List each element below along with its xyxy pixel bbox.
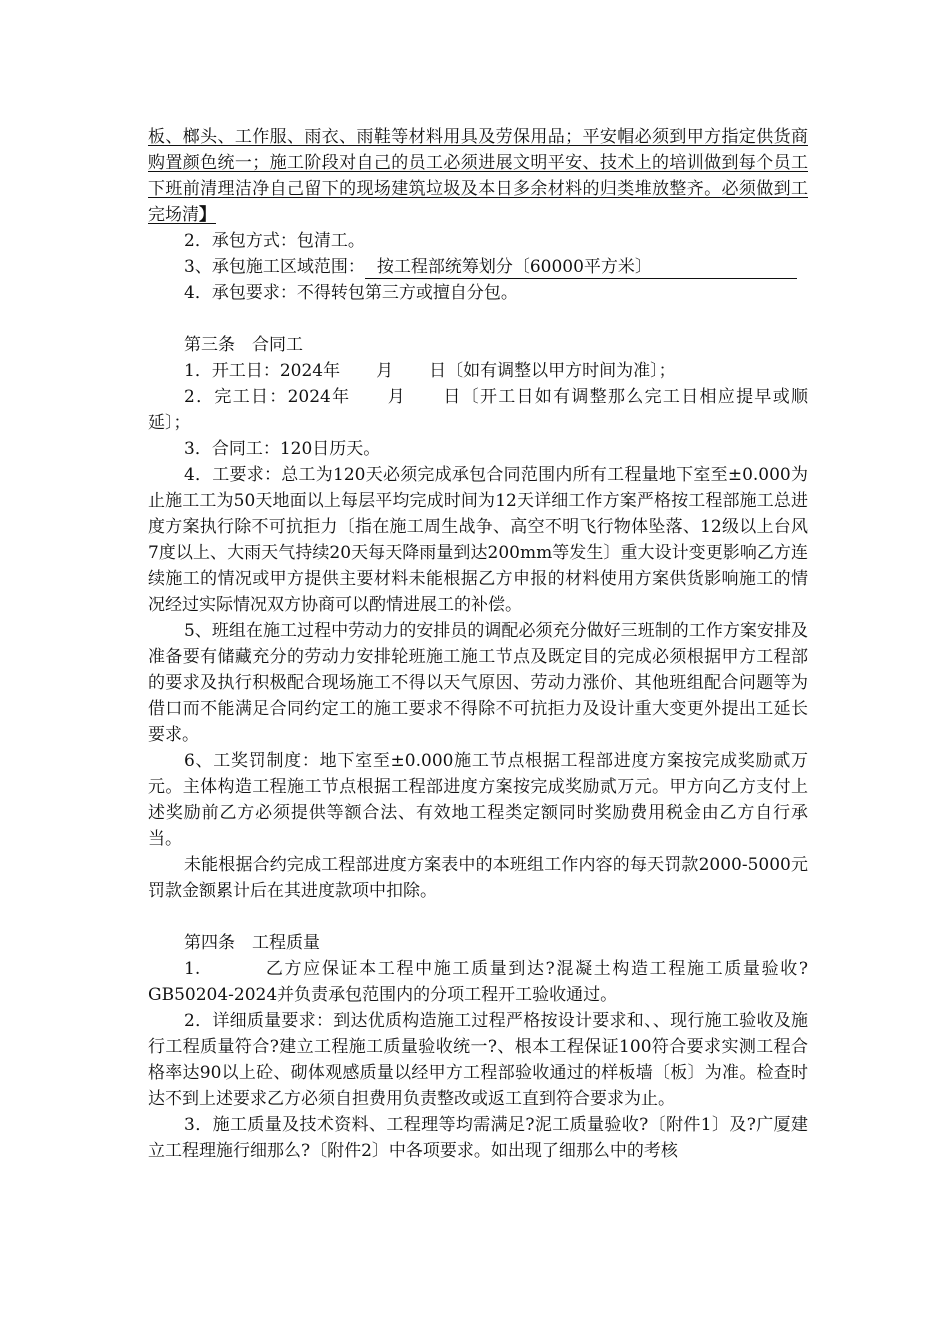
article4-item2: 2．详细质量要求：到达优质构造施工过程严格按设计要求和、、现行施工验收及施行工程质量符合?建立工程施工质量验收统一?、根本工程保证100符合要求实测工程合格率达90以上砼、砌体观感质量以经甲方工程部验收通过的样板墙〔板〕为准。检查时达不到上述要求乙方必须自担费用负责整改或返工直到符合要求为止。	[148, 1011, 808, 1109]
article3-penalty: 未能根据合约完成工程部进度方案表中的本班组工作内容的每天罚款2000-5000元罚款金额累计后在其进度款项中扣除。	[148, 855, 808, 901]
article3-item1-start: 1．开工日：2024年	[184, 361, 341, 381]
spacer	[148, 306, 808, 332]
article3-item3: 3．合同工：120日历天。	[184, 439, 381, 459]
document-page	[148, 124, 808, 1164]
article4-item1	[148, 956, 808, 1008]
article3-item4: 4．工要求：总工为120天必须完成承包合同范围内所有工程量地下室至±0.000为止施工工为50天地面以上每层平均完成时间为12天详细工作方案严格按工程部施工总进度方案执行除不可抗拒力〔指在施工周生战争、高空不明飞行物体坠落、12级以上台风7度以上、大雨天气持续20天每天降雨量到达200mm等发生〕重大设计变更影响乙方连续施工的情况或甲方提供主要材料未能根据乙方申报的材料使用方案供货影响施工的情况经过实际情况双方协商可以酌情进展工的补偿。	[148, 465, 808, 615]
article3-item1-month: 月	[376, 361, 394, 381]
article3-item2-start: 2．完工日：2024年	[184, 387, 351, 407]
article2-item2: 2．承包方式：包清工。	[184, 231, 365, 251]
article2-item4: 4．承包要求：不得转包第三方或擅自分包。	[184, 283, 518, 303]
article4-item3: 3．施工质量及技术资料、工程理等均需满足?泥工质量验收?〔附件1〕及?广厦建立工程理施行细那么?〔附件2〕中各项要求。如出现了细那么中的考核	[148, 1115, 808, 1161]
article4-item1-text: 乙方应保证本工程中施工质量到达?混凝土构造工程施工质量验收?GB50204-2024并负责承包范围内的分项工程开工验收通过。	[148, 959, 808, 1005]
article3-item2-day: 日〔开工日如有调整那么完工日相应提早或顺延〕；	[148, 387, 808, 433]
article2-item3-value: 按工程部统筹划分〔60000平方米〕	[365, 256, 797, 279]
article3-title: 第三条 合同工	[184, 335, 303, 355]
article4-title: 第四条 工程质量	[184, 933, 320, 953]
closing-bracket: 】	[199, 205, 216, 225]
article4-item1-number: 1.	[184, 959, 201, 979]
article3-item2-month: 月	[386, 387, 407, 407]
spacer	[148, 904, 808, 930]
article3-item1	[148, 358, 808, 384]
article2-item3-label: 3、承包施工区域范围：	[184, 257, 365, 277]
continuation-paragraph	[148, 124, 808, 228]
continuation-text: 板、榔头、工作服、雨衣、雨鞋等材料用具及劳保用品；平安帽必须到甲方指定供货商购置颜色统一；施工阶段对自己的员工必须进展文明平安、技术上的培训做到每个员工下班前清理洁净自己留下的现场建筑垃圾及本日多余材料的归类堆放整齐。必须做到工完场清	[148, 127, 808, 225]
article2-item3	[148, 254, 808, 280]
article3-item5: 5、班组在施工过程中劳动力的安排员的调配必须充分做好三班制的工作方案安排及准备要有储藏充分的劳动力安排轮班施工施工节点及既定目的完成必须根据甲方工程部的要求及执行积极配合现场施工不得以天气原因、劳动力涨价、其他班组配合问题等为借口而不能满足合同约定工的施工要求不得除不可抗拒力及设计重大变更外提出工延长要求。	[148, 621, 808, 745]
article3-item6: 6、工奖罚制度：地下室至±0.000施工节点根据工程部进度方案按完成奖励贰万元。主体构造工程施工节点根据工程部进度方案按完成奖励贰万元。甲方向乙方支付上述奖励前乙方必须提供等额合法、有效地工程类定额同时奖励费用税金由乙方自行承当。	[148, 751, 808, 849]
article3-item2	[148, 384, 808, 436]
article3-item1-day: 日〔如有调整以甲方时间为准〕；	[429, 361, 676, 381]
